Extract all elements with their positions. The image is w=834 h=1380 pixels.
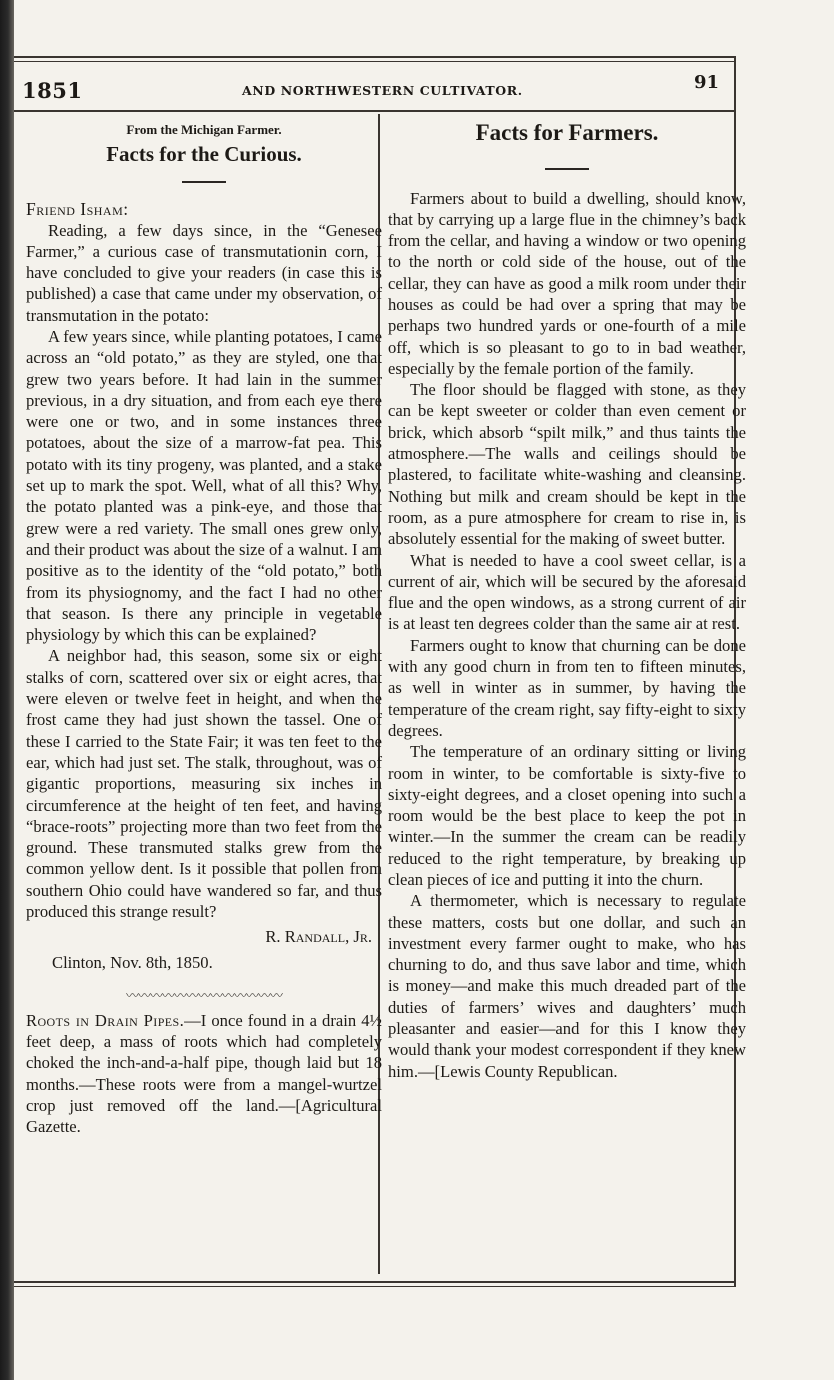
title-rule — [545, 168, 589, 170]
paragraph: Reading, a few days since, in the “Genesee Farmer,” a curious case of transmutationin corn, I have concluded to give your readers (in case this is published) a case that came under my observation, of transmutation in the potato: — [26, 220, 382, 325]
left-column — [26, 120, 382, 1138]
book-spine — [0, 0, 14, 1380]
header-bottom-rule — [14, 110, 736, 112]
article-source: From the Michigan Farmer. — [126, 122, 282, 137]
running-title: AND NORTHWESTERN CULTIVATOR. — [242, 83, 523, 98]
footer-rule — [14, 1281, 736, 1283]
newspaper-page — [14, 0, 834, 1380]
running-year: 1851 — [22, 78, 83, 103]
salutation: Friend Isham: — [26, 198, 129, 219]
signature: R. Randall, Jr. — [265, 927, 372, 947]
roots-item-text: —I once found in a drain 4½ feet deep, a mass of roots which had completely choked the inch-and-a-half pipe, though laid but 18 months.—These roots were from a mangel-wurtzel crop just removed off the land.—[Agricultural Gazette. — [26, 1010, 382, 1137]
roots-item — [26, 1010, 382, 1138]
page-number: 91 — [694, 72, 720, 93]
title-rule — [182, 181, 226, 183]
footer-rule-thin — [14, 1286, 736, 1287]
paragraph: A neighbor had, this season, some six or eight stalks of corn, scattered over six or eight acres, that were eleven or twelve feet in height, and when the frost came they had just shown the tassel. One of these I carried to the State Fair; it was ten feet to the ear, which had just set. The stalk, throughout, was of gigantic proportions, measuring six inches in circumference at the height of ten feet, and having “brace-roots” projecting more than two feet from the ground. These transmuted stalks grew from the common yellow dent. Is it possible that pollen from southern Ohio could have wandered so far, and thus produced this strange result? — [26, 646, 382, 921]
header-top-rule-thin — [14, 61, 736, 62]
header-top-rule — [14, 56, 736, 58]
paragraph: A few years since, while planting potatoes, I came across an “old potato,” as they are styled, one that grew two years before. It had lain in the summer previous, in a dry situation, and from each eye there were one or two, and in some instances three potatoes, about the size of a marrow-fat pea. This potato with its tiny progeny, was planted, and a stake set up to mark the spot. Well, what of all this? Why, the potato planted was a pink-eye, and those that grew were a red variety. The small ones grew only, and their product was about the size of a walnut. I am positive as to the identity of the “old potato,” both from its physiognomy, and the fact I had no other that season. Is there any principle in vegetable physiology by which this can be explained? — [26, 326, 382, 645]
article-title-farmers: Facts for Farmers. — [475, 120, 659, 145]
paragraph: The floor should be flagged with stone, as they can be kept sweeter or colder than even cement or brick, which absorb “spilt milk,” and thus taints the atmosphere.—The walls and ceilings should be plastered, to facilitate white-washing and cleansing. Nothing but milk and cream should be kept in the room, as a pure atmosphere for cream to rise in, is absolutely essential for the making of sweet butter. — [388, 380, 746, 549]
paragraph: Farmers ought to know that churning can be done with any good churn in from ten to fifteen minutes, as well in winter as in summer, by having the temperature of the cream right, say fifty-eight to sixty degrees. — [388, 635, 746, 740]
right-column — [388, 120, 746, 1082]
paragraph: The temperature of an ordinary sitting or living room in winter, to be comfortable is sixty-five to sixty-eight degrees, and a closet opening into such a room would be the best place to keep the pot in winter.—In the summer the cream can be readily reduced to the right temperature, by breaking up clean pieces of ice and putting it into the churn. — [388, 742, 746, 889]
article-title-curious: Facts for the Curious. — [106, 142, 302, 166]
paragraph: Farmers about to build a dwelling, should know, that by carrying up a large flue in the chimney’s back from the cellar, and having a window or two opening to the north or cold side of the house, out of the cellar, they can have as good a milk room under their houses as could be had over a spring that may be perhaps two hundred yards or one-fourth of a mile off, which is so pleasant to go to in bad weather, especially by the female portion of the family. — [388, 188, 746, 378]
roots-item-lead: Roots in Drain Pipes. — [26, 1010, 185, 1030]
wavy-divider: 〰〰〰〰〰〰〰〰〰〰〰〰〰 — [125, 988, 282, 1004]
paragraph: What is needed to have a cool sweet cellar, is a current of air, which will be secured by the aforesaid flue and the open windows, as a strong current of air is at least ten degrees colder than the same air at rest. — [388, 550, 746, 634]
dateline: Clinton, Nov. 8th, 1850. — [52, 952, 213, 972]
paragraph: A thermometer, which is necessary to regulate these matters, costs but one dollar, and such an investment every farmer ought to make, who has churning to do, and thus save labor and time, which is money—and make this much dreaded part of the duties of farmers’ wives and daughters’ much pleasanter and easier—and for this I know they would thank your modest correspondent if they knew him.—[Lewis County Republican. — [388, 891, 746, 1081]
